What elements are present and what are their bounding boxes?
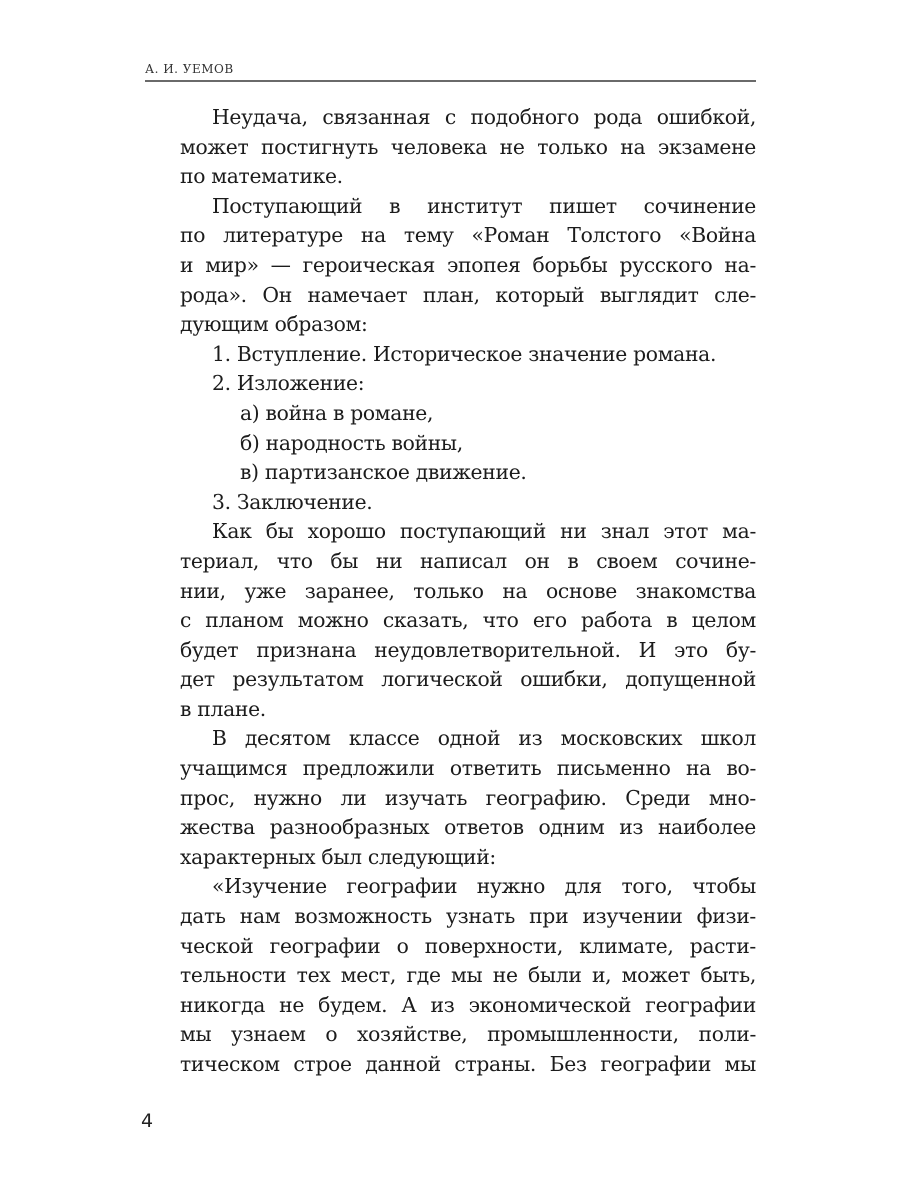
paragraph-5-quote (180, 872, 756, 1079)
text-line: дать нам возможность узнать при изучении физи- (180, 904, 756, 929)
text-line: жества разнообразных ответов одним из наиболее (180, 815, 756, 840)
text-line: Неудача, связанная с подобного рода ошибкой, (212, 105, 756, 129)
paragraph-1 (180, 103, 756, 192)
text-line: прос, нужно ли изучать географию. Среди мно- (180, 785, 756, 810)
text-line: тическом строе данной страны. Без географии мы (180, 1052, 756, 1076)
plan-item: 2. Изложение: (212, 371, 365, 396)
text-line: мы узнаем о хозяйстве, промышленности, поли- (180, 1022, 756, 1047)
text-line: по математике. (180, 164, 343, 189)
text-line: характерных был следующий: (180, 844, 496, 869)
text-line: ческой географии о поверхности, климате, расти- (180, 933, 756, 958)
text-line: учащимся предложили ответить письменно на во- (180, 756, 756, 781)
text-line: В десятом классе одной из московских школ (212, 726, 756, 751)
text-line: териал, что бы ни написал он в своем сочине- (180, 548, 756, 573)
paragraph-4 (180, 724, 756, 872)
text-line: рода». Он намечает план, который выглядит сле- (180, 282, 756, 307)
paragraph-3 (180, 517, 756, 724)
plan-subitem: б) народность войны, (240, 430, 463, 455)
page-number: 4 (141, 1110, 154, 1132)
plan-item: 1. Вступление. Историческое значение романа. (212, 341, 717, 366)
text-line: будет признана неудовлетворительной. И это бу- (180, 637, 756, 662)
text-line: в плане. (180, 696, 266, 721)
text-line: никогда не будем. А из экономической географии (180, 992, 756, 1017)
running-head: А. И. УЕМОВ (145, 62, 234, 76)
text-line: может постигнуть человека не только на экзамене (180, 134, 756, 159)
essay-plan-list (180, 340, 756, 518)
text-line: дет результатом логической ошибки, допущенной (180, 667, 756, 692)
plan-item: 3. Заключение. (212, 489, 373, 514)
text-line: дующим образом: (180, 312, 368, 337)
text-line: Как бы хорошо поступающий ни знал этот ма- (212, 519, 756, 544)
plan-subitem: а) война в романе, (240, 400, 434, 425)
text-line: тельности тех мест, где мы не были и, может быть, (180, 963, 756, 988)
plan-subitem: в) партизанское движение. (240, 460, 527, 485)
text-line: «Изучение географии нужно для того, чтобы (212, 874, 756, 899)
text-line: и мир» — героическая эпопея борьбы русского на- (180, 252, 756, 277)
text-line: нии, уже заранее, только на основе знакомства (180, 578, 756, 603)
text-line: по литературе на тему «Роман Толстого «Война (180, 223, 756, 248)
paragraph-2 (180, 192, 756, 340)
header-rule (145, 80, 756, 82)
page-body (180, 103, 756, 1080)
text-line: Поступающий в институт пишет сочинение (212, 193, 756, 218)
text-line: с планом можно сказать, что его работа в целом (180, 608, 756, 633)
